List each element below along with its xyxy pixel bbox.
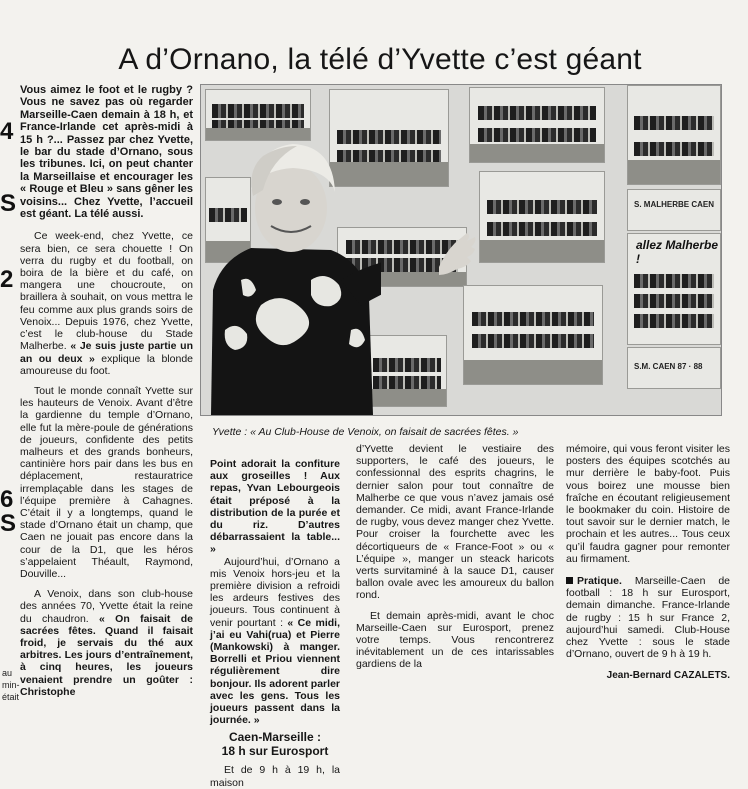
column-3 <box>356 443 554 671</box>
poster-frame <box>627 347 721 389</box>
paragraph-text: A Venoix, dans son club-house des années 70, Yvette était la reine du chaudron. <box>20 588 193 625</box>
photo-caption: Yvette : « Au Club-House de Venoix, on faisait de sacrées fêtes. » <box>212 426 519 438</box>
subheadline-line: 18 h sur Eurosport <box>221 744 329 759</box>
article-photo <box>200 84 722 416</box>
paragraph: d’Yvette devient le vestiaire des supporters, le café des joueurs, le confessionnal des esprits chagrins, le dernier salon pour tout connaître de Malherbe ce que vous n’avez jamais osé demander. Ce midi, avant France-Irlande de rugby, vous devez manger chez Yvette. Pour croiser la fourchette avec les décortiqueurs de « France-Foot » ou « L’équipe », manger un steack haricots verts survitaminé à la sauce D1, causer ballon ovale avec les amoureux du ballon rond. <box>356 443 554 602</box>
strip-fragment: 2 <box>0 266 14 293</box>
bullet-square-icon <box>566 577 573 584</box>
paragraph-text: Ce week-end, chez Yvette, ce sera bien, ce sera chouette ! On verra du rugby et du football, on boira de la bière et du café, on mangera une choucroute, on braillera à souhait, on vous mettra le feu comme aux plus grands soirs de Venoix... Depuis 1976, chez Yvette, c’est le club-house du Stade Malherbe. <box>20 230 193 353</box>
strip-text: min- <box>2 680 20 690</box>
subheadline-line: Caen-Marseille : <box>228 730 322 745</box>
paragraph-text: Aujourd’hui, d’Ornano a mis Venoix hors-jeu et la première division a refroidi les ardeurs festives des joueurs. Tous continuent à venir pourtant : <box>210 555 340 629</box>
adjacent-article-strip <box>0 0 20 717</box>
team-photo-frame <box>479 171 605 263</box>
article-lead: Vous aimez le foot et le rugby ? Vous ne savez pas où regarder Marseille-Caen demain à 18 h, et France-Irlande cet après-midi à 15 h ?... Passez par chez Yvette, le bar du stade d’Ornano, sous les tribunes. Ici, on peut chanter la Marseillaise et encourager les « Rouge et Bleu » sans gêner les voisins... Chez Yvette, l’accueil est géant. La télé aussi. <box>20 84 193 221</box>
pratique-text: Marseille-Caen de football : 18 h sur Eurosport, demain dimanche. France-Irlande de rugby : 15 h sur France 2, aujourd’hui samedi. Club-House chez Yvette : sous le stade d’Ornano, ouvert de 9 h à 19 h. <box>566 575 730 661</box>
strip-fragment: S <box>0 510 17 537</box>
strip-fragment: 4 <box>0 118 14 145</box>
paragraph: Et demain après-midi, avant le choc Marseille-Caen sur Eurosport, prenez votre temps. Vous rencontrerez inévitablement un de ces intarissables gardiens de la <box>356 609 554 671</box>
quote: Point adorait la confiture aux groseilles ! Aux repas, Yvan Lebourgeois était préposé à la distribution de la purée et du riz. D’autres débarrassaient la table... » <box>210 458 340 556</box>
paragraph <box>20 230 193 376</box>
quote: « Je suis juste partie un an ou deux » <box>20 340 193 365</box>
pratique-label: Pratique. <box>577 575 622 588</box>
paragraph <box>210 556 340 727</box>
strip-text: était <box>2 692 20 702</box>
quote: « Ce midi, j’ai eu Vahi(rua) et Pierre (Mankowski) à manger. Borrelli et Priou viennent régulièrement dire bonjour. Ils adorent parler avec les gens. Tous les joueurs passent dans la journée. » <box>210 616 340 727</box>
column-2 <box>210 458 340 789</box>
subheadline <box>210 730 340 758</box>
strip-fragment: S <box>0 190 17 217</box>
paragraph: Tout le monde connaît Yvette sur les hauteurs de Venoix. Avant d’être la gardienne du temple d’Ornano, elle fut la mère-poule de générations de joueurs, confidente des petits malheurs et des grands bonheurs, cantinière hors pair dans les bus en déplacement, restauratrice irremplaçable dans les stages de l’équipe première à Cahagnes. C’était il y a longtemps, quand le stade d’Ornano était un champ, que Caen ne jouait pas encore dans la cour de la D1, que les héros s’appelaient Théault, Raymond, Douville... <box>20 384 193 580</box>
author-signature: Jean-Bernard CAZALETS. <box>606 670 730 682</box>
paragraph: mémoire, qui vous feront visiter les posters des équipes scotchés au mur derrière le baby-foot. Puis vous boirez une mousse bien fraîche en écoutant religieusement le bookmaker du coin. Histoire de tout savoir sur le dernier match, le prochain et les autres... Tous ceux qu’il faudra gagner pour remonter au firmament. <box>566 443 730 565</box>
quote: « On faisait de sacrées fêtes. Quand il faisait froid, je servais du thé aux arbitres. Les jours d’entraînement, à cinq heures, les joueurs venaient prendre un goûter : Christophe <box>20 612 193 698</box>
team-photo-frame <box>469 87 605 163</box>
strip-text: au <box>2 668 13 678</box>
paragraph <box>20 588 193 698</box>
poster-frame <box>627 189 721 231</box>
paragraph: Et de 9 h à 19 h, la maison <box>210 764 340 789</box>
poster-caption: S.M. CAEN 87 · 88 <box>634 362 703 371</box>
poster-frame <box>627 233 721 345</box>
paragraph-text: explique la blonde amoureuse du foot. <box>20 352 193 377</box>
poster-banner: allez Malherbe ! <box>636 238 719 266</box>
article-title: A d’Ornano, la télé d’Yvette c’est géant <box>118 43 642 77</box>
column-4 <box>566 443 730 683</box>
column-1 <box>20 84 193 698</box>
pratique-box <box>566 575 730 660</box>
yvette-portrait <box>201 130 381 415</box>
team-photo-frame <box>463 285 603 385</box>
poster-caption: S. MALHERBE CAEN <box>634 200 715 209</box>
team-photo-frame <box>627 85 721 185</box>
strip-fragment: 6 <box>0 486 14 513</box>
yvette-hand <box>437 231 477 277</box>
